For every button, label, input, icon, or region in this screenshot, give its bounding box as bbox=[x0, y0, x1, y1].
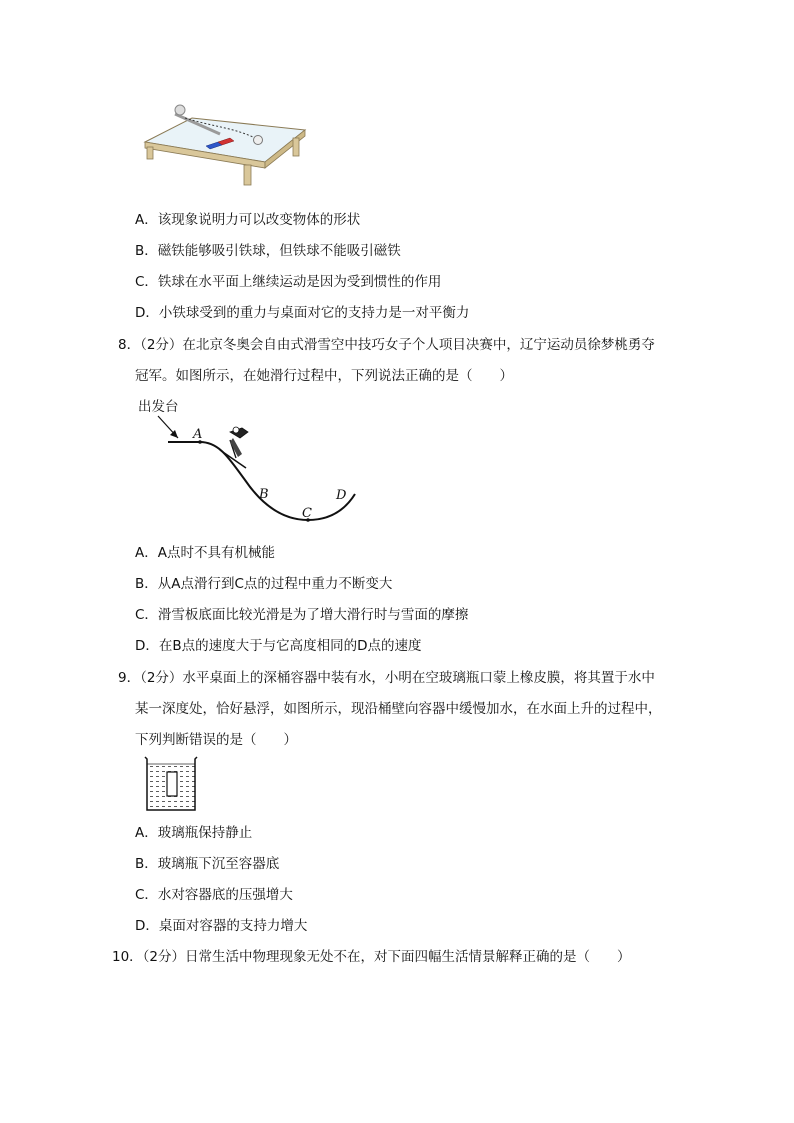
table-leg bbox=[293, 138, 299, 156]
table-leg bbox=[244, 165, 251, 185]
container-figure bbox=[144, 754, 204, 814]
q9-option-b: B．玻璃瓶下沉至容器底 bbox=[135, 856, 280, 872]
q10-stem: 10．（2分）日常生活中物理现象无处不在，对下面四幅生活情景解释正确的是（ ） bbox=[112, 949, 631, 965]
ski-track bbox=[168, 442, 355, 520]
q7-option-d: D．小铁球受到的重力与桌面对它的支持力是一对平衡力 bbox=[135, 305, 470, 321]
q9-option-d: D．桌面对容器的支持力增大 bbox=[135, 918, 308, 934]
point-a-label: A bbox=[193, 427, 203, 442]
point-b-label: B bbox=[259, 487, 269, 502]
skier bbox=[220, 427, 248, 468]
q7-option-a: A．该现象说明力可以改变物体的形状 bbox=[135, 212, 361, 228]
q9-stem-line3: 下列判断错误的是（ ） bbox=[135, 732, 297, 748]
q9-stem-line1: 9．（2分）水平桌面上的深桶容器中装有水，小明在空玻璃瓶口蒙上橡皮膜，将其置于水中 bbox=[118, 670, 655, 686]
q8-stem-line1: 8．（2分）在北京冬奥会自由式滑雪空中技巧女子个人项目决赛中，辽宁运动员徐梦桃勇夺 bbox=[118, 337, 655, 353]
table-magnet-figure bbox=[140, 100, 310, 190]
glass-bottle bbox=[167, 772, 177, 796]
point-c-label: C bbox=[302, 506, 312, 521]
platform-label: 出发台 bbox=[138, 399, 179, 415]
point-d-label: D bbox=[336, 488, 347, 503]
q8-option-b: B．从A点滑行到C点的过程中重力不断变大 bbox=[135, 576, 393, 592]
q7-option-c: C．铁球在水平面上继续运动是因为受到惯性的作用 bbox=[135, 274, 442, 290]
end-ball bbox=[254, 136, 263, 145]
start-ball bbox=[175, 105, 185, 115]
q8-stem-line2: 冠军。如图所示，在她滑行过程中，下列说法正确的是（ ） bbox=[135, 368, 513, 384]
q9-stem-line2: 某一深度处，恰好悬浮，如图所示，现沿桶壁向容器中缓慢加水，在水面上升的过程中， bbox=[135, 701, 662, 717]
q8-option-c: C．滑雪板底面比较光滑是为了增大滑行时与雪面的摩擦 bbox=[135, 607, 469, 623]
q8-option-d: D．在B点的速度大于与它高度相同的D点的速度 bbox=[135, 638, 422, 654]
q7-option-b: B．磁铁能够吸引铁球，但铁球不能吸引磁铁 bbox=[135, 243, 401, 259]
table-leg bbox=[147, 147, 153, 159]
ski-track-figure bbox=[150, 410, 390, 530]
q8-option-a: A．A点时不具有机械能 bbox=[135, 545, 275, 561]
q9-option-a: A．玻璃瓶保持静止 bbox=[135, 825, 253, 841]
q9-option-c: C．水对容器底的压强增大 bbox=[135, 887, 293, 903]
